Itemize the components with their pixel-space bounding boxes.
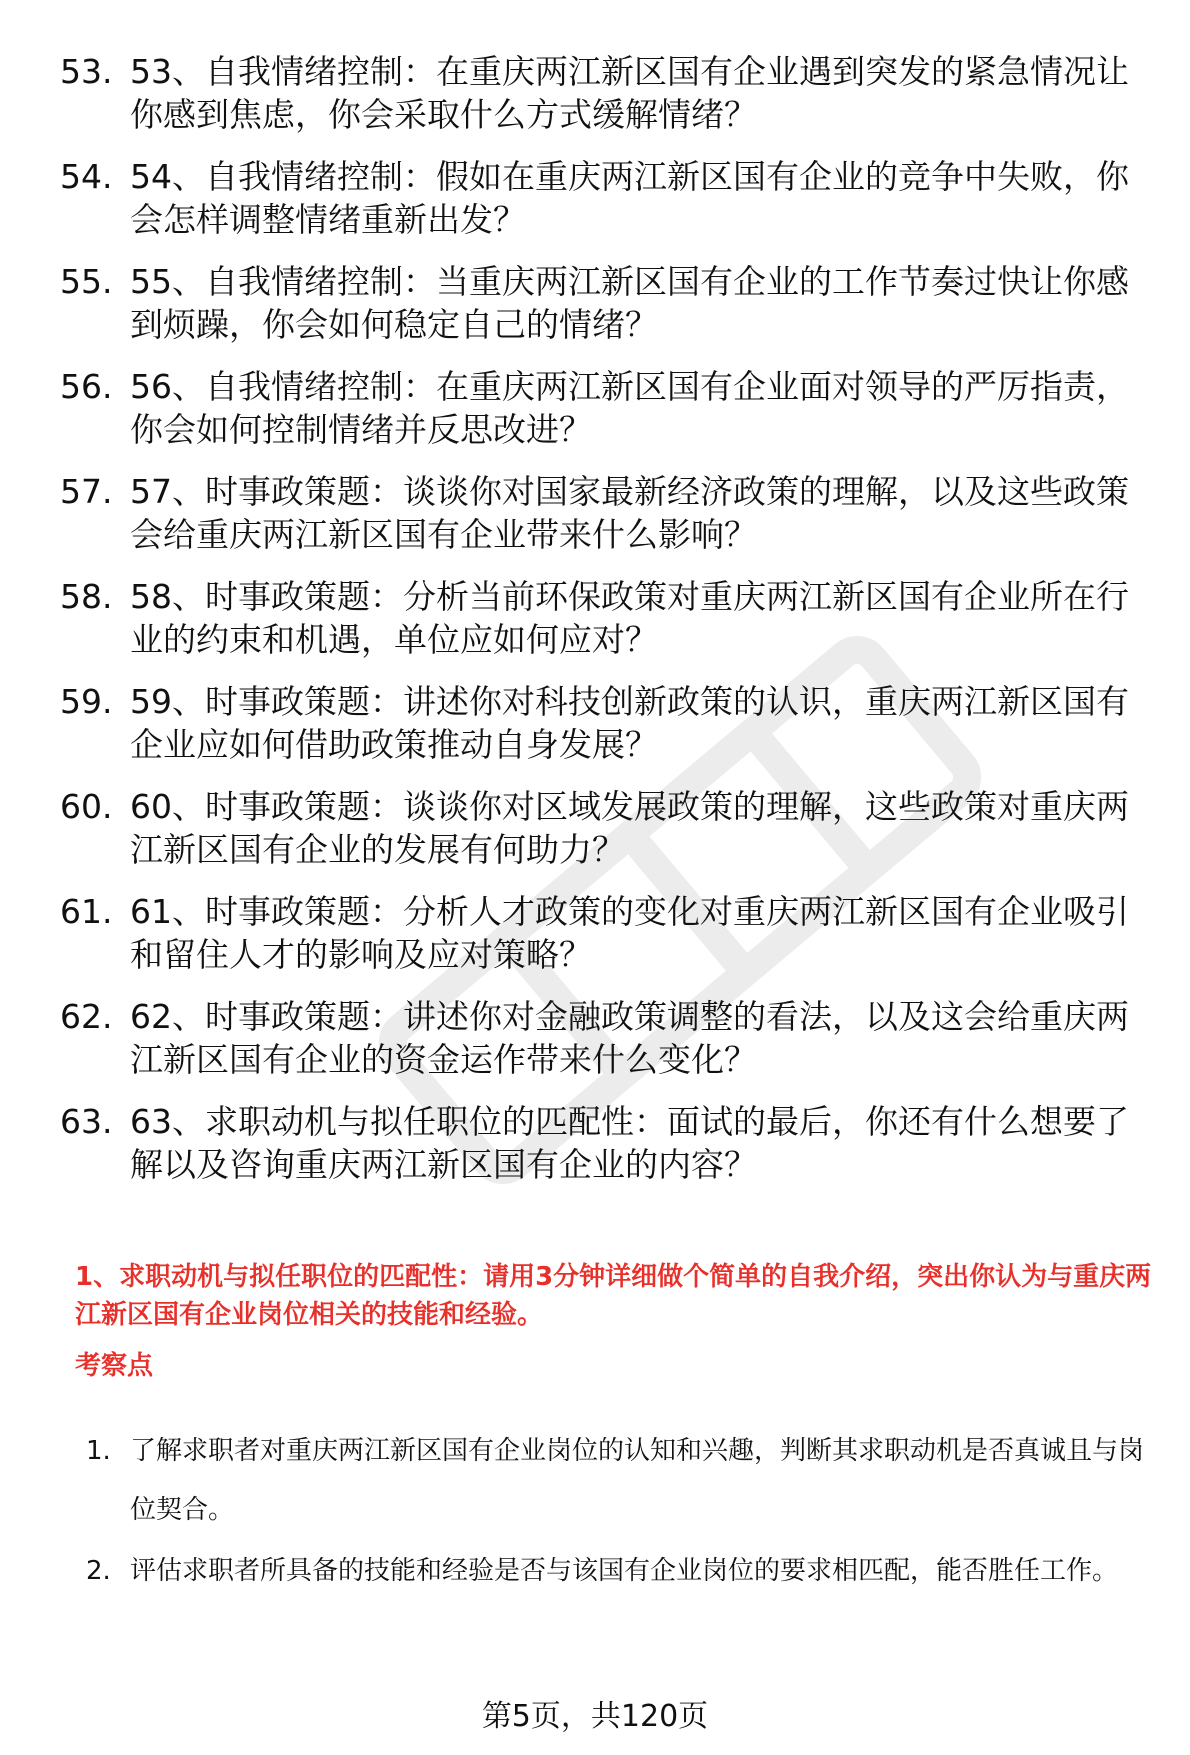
question-number: 60. [60, 787, 113, 826]
question-item [60, 785, 1160, 871]
question-number: 59. [60, 682, 113, 721]
question-number: 63. [60, 1102, 113, 1141]
question-text: 54、自我情绪控制：假如在重庆两江新区国有企业的竞争中失败，你会怎样调整情绪重新出发？ [130, 157, 1129, 239]
assessment-points-label: 考察点 [75, 1351, 154, 1381]
point-text: 了解求职者对重庆两江新区国有企业岗位的认知和兴趣，判断其求职动机是否真诚且与岗位契合。 [130, 1436, 1145, 1525]
question-item [60, 1100, 1160, 1186]
question-number: 54. [60, 157, 113, 196]
question-item [60, 470, 1160, 556]
question-text: 61、时事政策题：分析人才政策的变化对重庆两江新区国有企业吸引和留住人才的影响及应对策略？ [130, 892, 1129, 974]
question-number: 56. [60, 367, 113, 406]
question-item [60, 890, 1160, 976]
question-item [60, 575, 1160, 661]
question-number: 62. [60, 997, 113, 1036]
assessment-points-list [86, 1422, 1166, 1603]
question-text: 62、时事政策题：讲述你对金融政策调整的看法，以及这会给重庆两江新区国有企业的资金运作带来什么变化？ [130, 997, 1129, 1079]
page-footer: 第5页，共120页 [481, 1699, 709, 1734]
question-text: 60、时事政策题：谈谈你对区域发展政策的理解，这些政策对重庆两江新区国有企业的发展有何助力？ [130, 787, 1129, 869]
question-number: 53. [60, 52, 113, 91]
point-number: 2. [86, 1556, 111, 1586]
point-text: 评估求职者所具备的技能和经验是否与该国有企业岗位的要求相匹配，能否胜任工作。 [130, 1556, 1119, 1586]
point-number: 1. [86, 1436, 111, 1466]
question-item [60, 260, 1160, 346]
question-number: 58. [60, 577, 113, 616]
question-number: 55. [60, 262, 113, 301]
question-text: 58、时事政策题：分析当前环保政策对重庆两江新区国有企业所在行业的约束和机遇，单位应如何应对？ [130, 577, 1129, 659]
question-item [60, 365, 1160, 451]
question-text: 63、求职动机与拟任职位的匹配性：面试的最后，你还有什么想要了解以及咨询重庆两江新区国有企业的内容？ [130, 1102, 1129, 1184]
answer-question-heading: 1、求职动机与拟任职位的匹配性：请用3分钟详细做个简单的自我介绍，突出你认为与重庆两江新区国有企业岗位相关的技能和经验。 [75, 1262, 1152, 1330]
question-number: 61. [60, 892, 113, 931]
question-number: 57. [60, 472, 113, 511]
assessment-point [86, 1422, 1166, 1540]
question-text: 56、自我情绪控制：在重庆两江新区国有企业面对领导的严厉指责，你会如何控制情绪并反思改进？ [130, 367, 1129, 449]
question-text: 57、时事政策题：谈谈你对国家最新经济政策的理解，以及这些政策会给重庆两江新区国有企业带来什么影响？ [130, 472, 1129, 554]
question-text: 59、时事政策题：讲述你对科技创新政策的认识，重庆两江新区国有企业应如何借助政策推动自身发展？ [130, 682, 1129, 764]
question-item [60, 50, 1160, 136]
question-list [60, 50, 1160, 1205]
assessment-point [86, 1542, 1166, 1601]
question-item [60, 155, 1160, 241]
question-text: 55、自我情绪控制：当重庆两江新区国有企业的工作节奏过快让你感到烦躁，你会如何稳定自己的情绪？ [130, 262, 1129, 344]
question-item [60, 680, 1160, 766]
question-item [60, 995, 1160, 1081]
question-text: 53、自我情绪控制：在重庆两江新区国有企业遇到突发的紧急情况让你感到焦虑，你会采取什么方式缓解情绪？ [130, 52, 1129, 134]
